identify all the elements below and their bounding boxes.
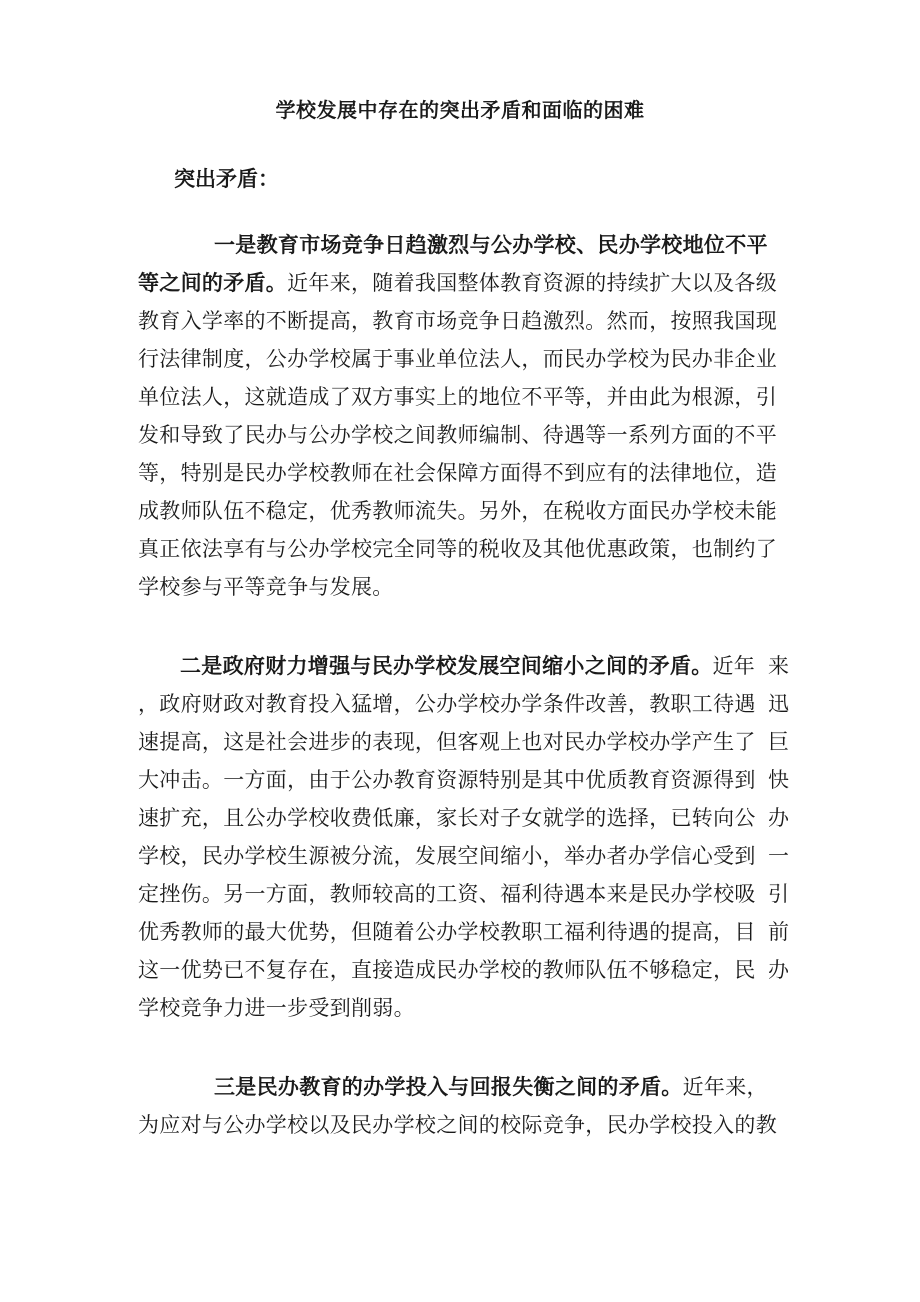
paragraph-3 <box>138 1068 788 1144</box>
paragraph-2-lead: 二是政府财力增强与民办学校发展空间缩小之间的矛盾。 <box>180 654 713 678</box>
paragraph-2 <box>138 647 788 1027</box>
paragraph-1 <box>138 226 788 606</box>
paragraph-1-line: 教育入学率的不断提高，教育市场竞争日趋激烈。然而，按照我国现 <box>138 309 777 333</box>
document-title: 学校发展中存在的突出矛盾和面临的困难 <box>275 98 645 122</box>
paragraph-2-first-line <box>138 647 788 685</box>
paragraph-2-line: 速扩充，且公办学校收费低廉，家长对子女就学的选择，已转向公 <box>138 806 756 830</box>
right-column-char: 引 <box>768 882 789 906</box>
right-column-char: 办 <box>768 958 789 982</box>
right-column-char: 巨 <box>768 730 789 754</box>
paragraph-1-line: 成教师队伍不稳定，优秀教师流失。另外，在税收方面民办学校未能 <box>138 499 777 523</box>
paragraph-2-line: ，政府财政对教育投入猛增，公办学校办学条件改善，教职工待遇 <box>138 692 756 716</box>
paragraph-1-lead-end: 等之间的矛盾。 <box>138 271 288 295</box>
paragraph-3-first-tail: 近年来， <box>682 1075 768 1099</box>
paragraph-3-lead: 三是民办教育的办学投入与回报失衡之间的矛盾。 <box>214 1075 683 1099</box>
paragraph-1-line: 单位法人，这就造成了双方事实上的地位不平等，并由此为根源，引 <box>138 385 777 409</box>
paragraph-1-lead: 一是教育市场竞争日趋激烈与公办学校、民办学校地位不平 <box>214 233 768 257</box>
section-heading: 突出矛盾： <box>174 167 279 191</box>
paragraph-2-right-column <box>768 647 789 989</box>
right-column-char: 快 <box>768 768 789 792</box>
right-column-char: 来 <box>768 654 789 678</box>
paragraph-1-line: 等，特别是民办学校教师在社会保障方面得不到应有的法律地位，造 <box>138 461 777 485</box>
paragraph-1-line: 学校参与平等竞争与发展。 <box>138 575 394 599</box>
paragraph-2-line: 学校竞争力进一步受到削弱。 <box>138 996 415 1020</box>
paragraph-1-line: 行法律制度，公办学校属于事业单位法人，而民办学校为民办非企业 <box>138 347 777 371</box>
paragraph-3-first-line <box>138 1068 788 1106</box>
paragraph-2-line: 速提高，这是社会进步的表现，但客观上也对民办学校办学产生了 <box>138 730 756 754</box>
paragraph-2-line: 优秀教师的最大优势，但随着公办学校教职工福利待遇的提高，目 <box>138 920 756 944</box>
paragraph-2-first-tail: 近年 <box>712 654 756 678</box>
paragraph-2-line: 大冲击。一方面，由于公办教育资源特别是其中优质教育资源得到 <box>138 768 756 792</box>
paragraph-1-line: 发和导致了民办与公办学校之间教师编制、待遇等一系列方面的不平 <box>138 423 777 447</box>
paragraph-1-line-text: 近年来，随着我国整体教育资源的持续扩大以及各级 <box>287 271 778 295</box>
paragraph-1-line: 真正依法享有与公办学校完全同等的税收及其他优惠政策，也制约了 <box>138 537 777 561</box>
paragraph-1-line <box>138 264 788 302</box>
paragraph-2-line: 这一优势已不复存在，直接造成民办学校的教师队伍不够稳定，民 <box>138 958 756 982</box>
paragraph-2-line: 定挫伤。另一方面，教师较高的工资、福利待遇本来是民办学校吸 <box>138 882 756 906</box>
right-column-char: 迅 <box>768 692 789 716</box>
right-column-char: 前 <box>768 920 789 944</box>
paragraph-2-line: 学校，民办学校生源被分流，发展空间缩小，举办者办学信心受到 <box>138 844 756 868</box>
right-column-char: 一 <box>768 844 789 868</box>
right-column-char: 办 <box>768 806 789 830</box>
paragraph-3-line: 为应对与公办学校以及民办学校之间的校际竞争，民办学校投入的教 <box>138 1113 777 1137</box>
